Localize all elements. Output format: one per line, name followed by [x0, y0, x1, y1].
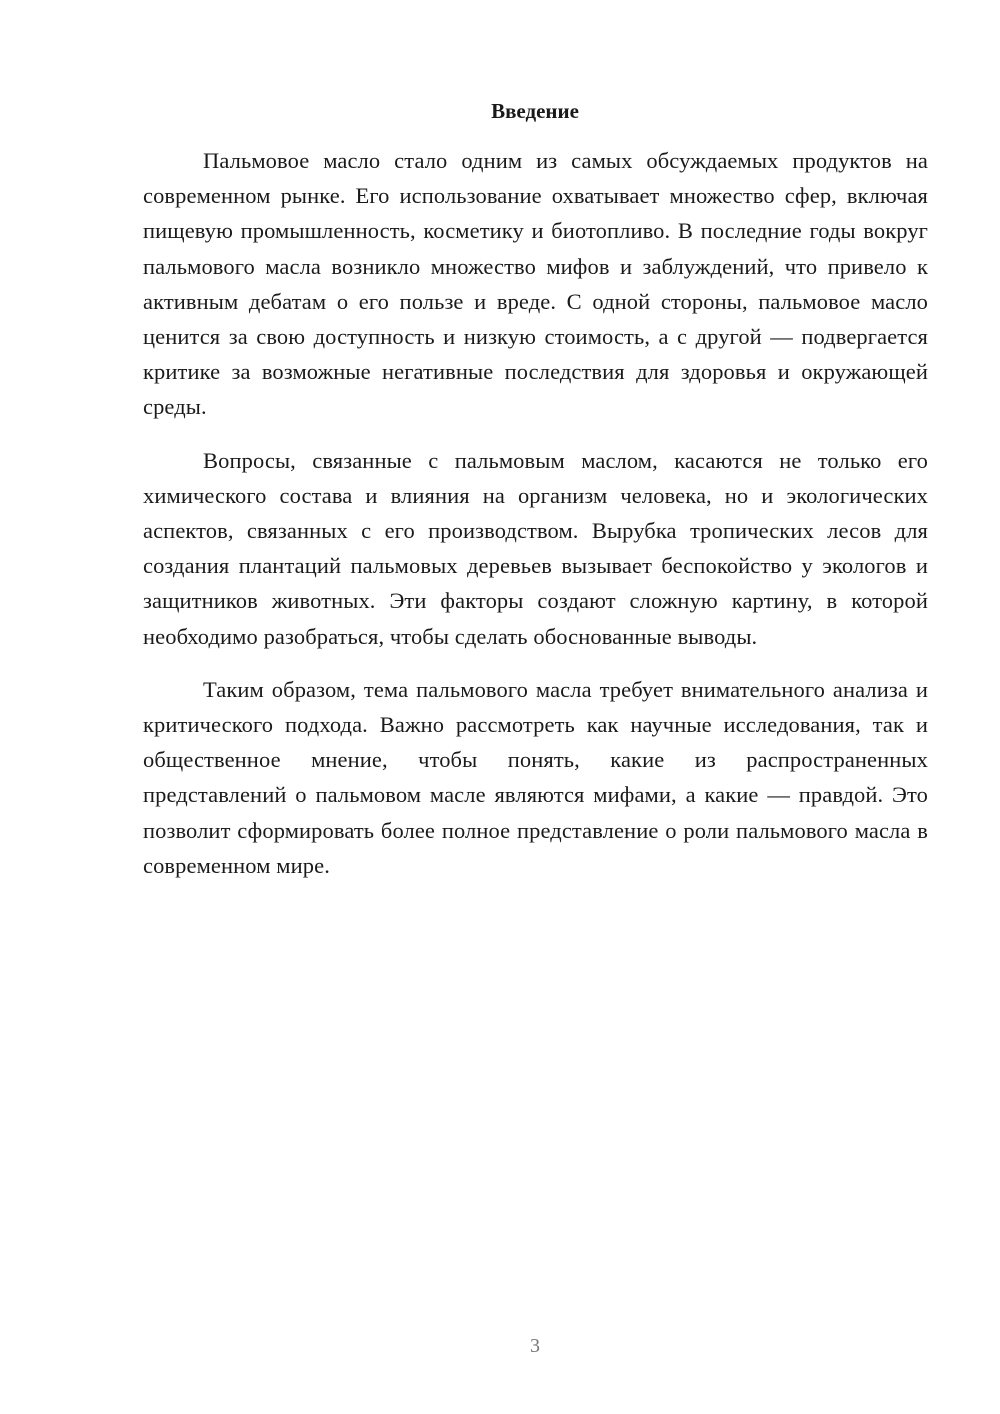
paragraph-1: Пальмовое масло стало одним из самых обсуждаемых продуктов на современном рынке. Его использование охватывает множество сфер, включая пищевую промышленность, косметику и биотопливо. В последние годы вокруг пальмового масла возникло множество мифов и заблуждений, что привело к активным дебатам о его пользе и вреде. С одной стороны, пальмовое масло ценится за свою доступность и низкую стоимость, а с другой — подвергается критике за возможные негативные последствия для здоровья и окружающей среды.: [143, 148, 928, 420]
paragraph-3: Таким образом, тема пальмового масла требует внимательного анализа и критического подхода. Важно рассмотреть как научные исследования, так и общественное мнение, чтобы понять, какие из распространенных представлений о пальмовом масле являются мифами, а какие — правдой. Это позволит сформировать более полное представление о роли пальмового масла в современном мире.: [143, 676, 928, 878]
body-text: [143, 143, 928, 901]
page-number: 3: [530, 1335, 540, 1357]
paragraph-2: Вопросы, связанные с пальмовым маслом, касаются не только его химического состава и влияния на организм человека, но и экологических аспектов, связанных с его производством. Вырубка тропических лесов для создания плантаций пальмовых деревьев вызывает беспокойство у экологов и защитников животных. Эти факторы создают сложную картину, в которой необходимо разобраться, чтобы сделать обоснованные выводы.: [143, 447, 928, 649]
section-heading: Введение: [491, 99, 579, 123]
